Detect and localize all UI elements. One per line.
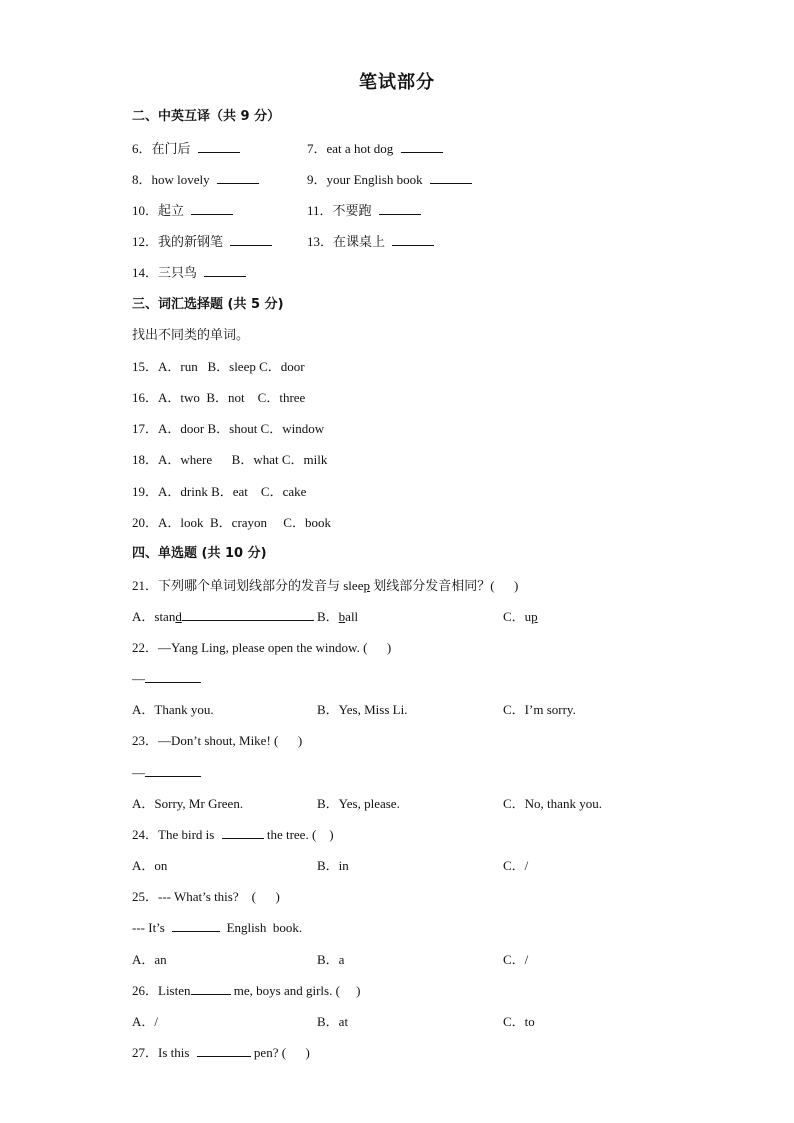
question-21: 21．下列哪个单词划线部分的发音与 sleep 划线部分发音相同？( ) (132, 578, 519, 593)
option-b[interactable]: B．Yes, Miss Li. (317, 702, 408, 717)
answer-line: — (132, 669, 201, 689)
question-25-line2: --- It’s English book. (132, 920, 303, 935)
option-b[interactable]: B．Yes, please. (317, 796, 400, 811)
question-24: 24．The bird is the tree. ( ) (132, 827, 334, 842)
item-10: 10．起立 (132, 201, 233, 222)
answer-blank[interactable] (204, 263, 246, 277)
option-a[interactable]: A．on (132, 858, 168, 873)
question-23: 23．—Don’t shout, Mike! ( ) (132, 733, 303, 748)
question-17: 17．A．door B．shout C．window (132, 421, 325, 436)
answer-blank[interactable] (401, 139, 443, 153)
answer-blank[interactable] (191, 201, 233, 215)
option-a[interactable]: A．an (132, 952, 167, 967)
question-27: 27．Is this pen? ( ) (132, 1045, 310, 1060)
option-c[interactable]: C．No, thank you. (503, 796, 602, 811)
answer-blank[interactable] (145, 763, 201, 777)
question-16: 16．A．two B．not C．three (132, 390, 306, 405)
option-c[interactable]: C．to (503, 1014, 535, 1029)
answer-blank[interactable] (145, 669, 201, 683)
question-25: 25．--- What’s this? ( ) (132, 889, 280, 904)
question-18: 18．A．where B．what C．milk (132, 452, 328, 467)
item-12: 12．我的新钢笔 (132, 232, 272, 253)
section-2-heading: 二、中英互译（共 9 分） (132, 109, 281, 124)
answer-line: — (132, 763, 201, 783)
item-13: 13．在课桌上 (307, 232, 434, 253)
option-c[interactable]: C．up (503, 609, 538, 624)
answer-blank[interactable] (198, 139, 240, 153)
answer-blank[interactable] (222, 825, 264, 839)
underline-rule (182, 607, 314, 621)
answer-blank[interactable] (430, 170, 472, 184)
question-19: 19．A．drink B．eat C．cake (132, 484, 307, 499)
answer-blank[interactable] (217, 170, 259, 184)
page-title: 笔试部分 (359, 72, 435, 93)
answer-blank[interactable] (172, 918, 220, 932)
option-b[interactable]: B．at (317, 1014, 349, 1029)
item-7: 7．eat a hot dog (307, 139, 443, 159)
option-a[interactable]: A．Thank you. (132, 702, 214, 717)
option-a[interactable]: A．/ (132, 1014, 159, 1029)
option-b[interactable]: B．a (317, 952, 345, 967)
answer-blank[interactable] (379, 201, 421, 215)
item-14: 14．三只鸟 (132, 263, 246, 284)
answer-blank[interactable] (392, 232, 434, 246)
option-b[interactable]: B．in (317, 858, 349, 873)
section-4-heading: 四、单选题 (共 10 分) (132, 546, 267, 561)
question-26: 26．Listen me, boys and girls. ( ) (132, 983, 361, 998)
item-8: 8．how lovely (132, 170, 259, 190)
option-c[interactable]: C．/ (503, 858, 529, 873)
answer-blank[interactable] (191, 981, 231, 995)
option-a[interactable]: A．stand (132, 607, 314, 627)
question-15: 15．A．run B．sleep C．door (132, 359, 305, 374)
option-a[interactable]: A．Sorry, Mr Green. (132, 796, 244, 811)
option-c[interactable]: C．/ (503, 952, 529, 967)
item-9: 9．your English book (307, 170, 472, 190)
answer-blank[interactable] (197, 1043, 251, 1057)
question-20: 20．A．look B．crayon C．book (132, 515, 331, 530)
option-c[interactable]: C．I’m sorry. (503, 702, 576, 717)
item-11: 11．不要跑 (307, 201, 421, 222)
answer-blank[interactable] (230, 232, 272, 246)
question-22: 22．—Yang Ling, please open the window. ( ) (132, 640, 392, 655)
section-3-instruction: 找出不同类的单词。 (132, 328, 250, 343)
option-b[interactable]: B．ball (317, 609, 359, 624)
item-6: 6．在门后 (132, 139, 240, 160)
section-3-heading: 三、词汇选择题 (共 5 分) (132, 297, 284, 312)
